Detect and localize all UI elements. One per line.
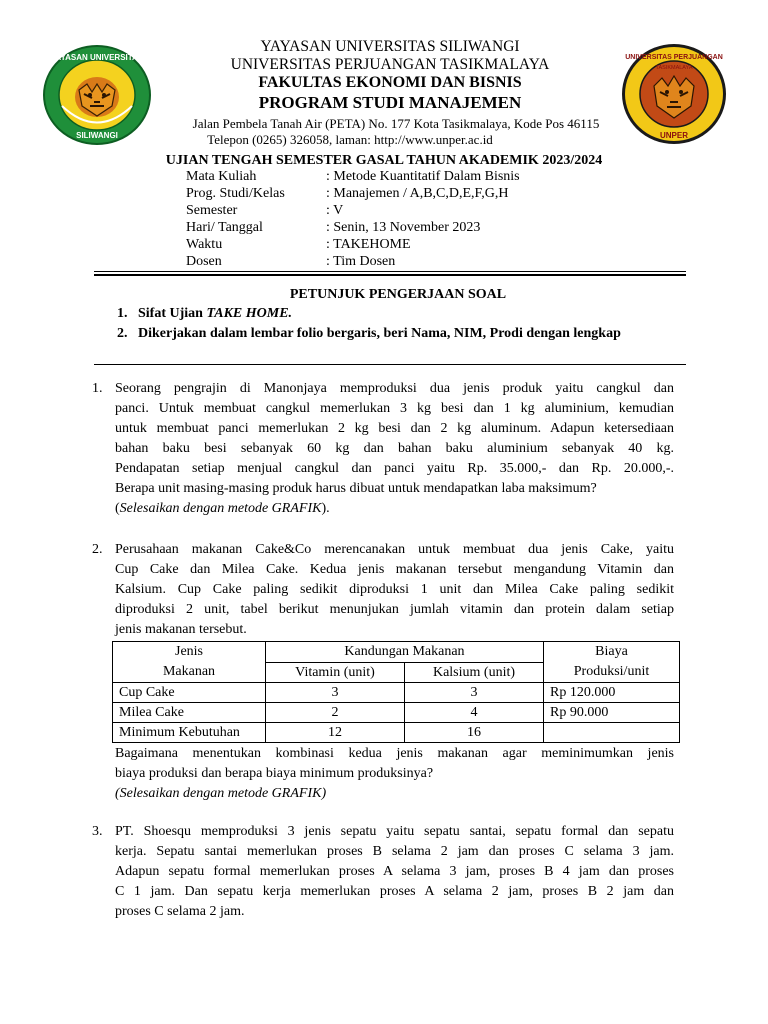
info-row: Semester : V (186, 203, 344, 218)
info-row: Hari/ Tanggal : Senin, 13 November 2023 (186, 220, 481, 235)
header-divider (94, 271, 686, 272)
header-contact: Telepon (0265) 326058, laman: http://www.unper.ac.id (207, 132, 493, 147)
table-row: Milea Cake 2 4 Rp 90.000 (113, 703, 680, 723)
info-row: Mata Kuliah : Metode Kuantitatif Dalam Bisnis (186, 169, 520, 184)
question-1-note: (Selesaikan dengan metode GRAFIK). (115, 501, 330, 516)
logo-right-text-bottom: UNPER (659, 131, 689, 140)
instruction-item: 2. Dikerjakan dalam lembar folio bergaris, beri Nama, NIM, Prodi dengan lengkap (117, 326, 621, 341)
table-header-kandungan: Kandungan Makanan (266, 642, 544, 663)
info-row: Prog. Studi/Kelas : Manajemen / A,B,C,D,E,F,G,H (186, 186, 509, 201)
header-divider-thick (94, 274, 686, 276)
header-line-1: YAYASAN UNIVERSITAS SILIWANGI (260, 38, 520, 55)
section-divider (94, 364, 686, 365)
header-line-3: FAKULTAS EKONOMI DAN BISNIS (258, 74, 522, 91)
logo-left-text-top: YAYASAN UNIVERSITAS (50, 53, 144, 62)
info-row: Waktu : TAKEHOME (186, 237, 411, 252)
nutrition-table (112, 641, 680, 743)
exam-title: UJIAN TENGAH SEMESTER GASAL TAHUN AKADEMIK 2023/2024 (165, 153, 603, 168)
logo-right-text-mid: TASIKMALAYA (655, 65, 693, 71)
table-header-kalsium: Kalsium (unit) (405, 662, 544, 683)
table-header-biaya: Biaya Produksi/unit (544, 642, 680, 683)
table-row: Minimum Kebutuhan 12 16 (113, 723, 680, 743)
instructions-title: PETUNJUK PENGERJAAN SOAL (289, 287, 507, 302)
header-line-4: PROGRAM STUDI MANAJEMEN (258, 93, 522, 112)
logo-right-text-top: UNIVERSITAS PERJUANGAN (625, 54, 723, 61)
table-header-vitamin: Vitamin (unit) (266, 662, 405, 683)
instruction-item: 1. Sifat Ujian TAKE HOME. (117, 306, 293, 321)
question-2-followup: Bagaimana menentukan kombinasi kedua jenis makanan agar meminimumkan jenis biaya produksi dan berapa biaya minimum produksinya? (Selesaikan dengan metode GRAFIK) (92, 744, 674, 804)
logo-left-text-bottom: SILIWANGI (76, 131, 118, 140)
question-2: 2. Perusahaan makanan Cake&Co merencanakan untuk membuat dua jenis Cake, yaitu Cup Cake dan Milea Cake. Kedua jenis makanan tersebut mengandung Vitamin dan Kalsium. Cup Cake paling sedikit diproduksi 1 unit dan Milea Cake paling sedikit diproduksi 2 unit, tabel berikut menunjukan jumlah vitamin dan protein dalam setiap jenis makanan tersebut. (92, 542, 674, 637)
header-line-2: UNIVERSITAS PERJUANGAN TASIKMALAYA (230, 56, 550, 73)
table-row: Cup Cake 3 3 Rp 120.000 (113, 683, 680, 703)
question-2-note: (Selesaikan dengan metode GRAFIK) (115, 786, 327, 801)
question-1: 1. Seorang pengrajin di Manonjaya memproduksi dua jenis produk yaitu cangkul dan panci. Untuk membuat cangkul memerlukan 3 kg besi dan 1 kg aluminium, kemudian untuk membuat panci memerlukan 2 kg besi dan 2 kg aluminum. Adapun ketersediaan bahan baku besi sebanyak 60 kg dan bahan baku aluminium sebanyak 40 kg. Pendapatan setiap menjual cangkul dan panci yaitu Rp. 35.000,- dan Rp. 20.000,-. Berapa unit masing-masing produk harus dibuat untuk mendapatkan laba maksimum? (Selesaikan dengan metode GRAFIK). (92, 379, 674, 519)
question-3: 3. PT. Shoesqu memproduksi 3 jenis sepatu yaitu sepatu santai, sepatu formal dan sepatu kerja. Sepatu santai memerlukan proses B selama 2 jam dan proses C selama 3 jam. Adapun sepatu formal memerlukan proses A selama 3 jam, proses B 4 jam dan proses C 1 jam. Dan sepatu kerja memerlukan proses A selama 2 jam, proses B 2 jam dan proses C selama 2 jam. (92, 824, 674, 919)
info-row: Dosen : Tim Dosen (186, 254, 396, 269)
exam-info (186, 168, 520, 270)
table-header-jenis: Jenis Makanan (113, 642, 266, 683)
header-address: Jalan Pembela Tanah Air (PETA) No. 177 Kota Tasikmalaya, Kode Pos 46115 (192, 116, 600, 131)
